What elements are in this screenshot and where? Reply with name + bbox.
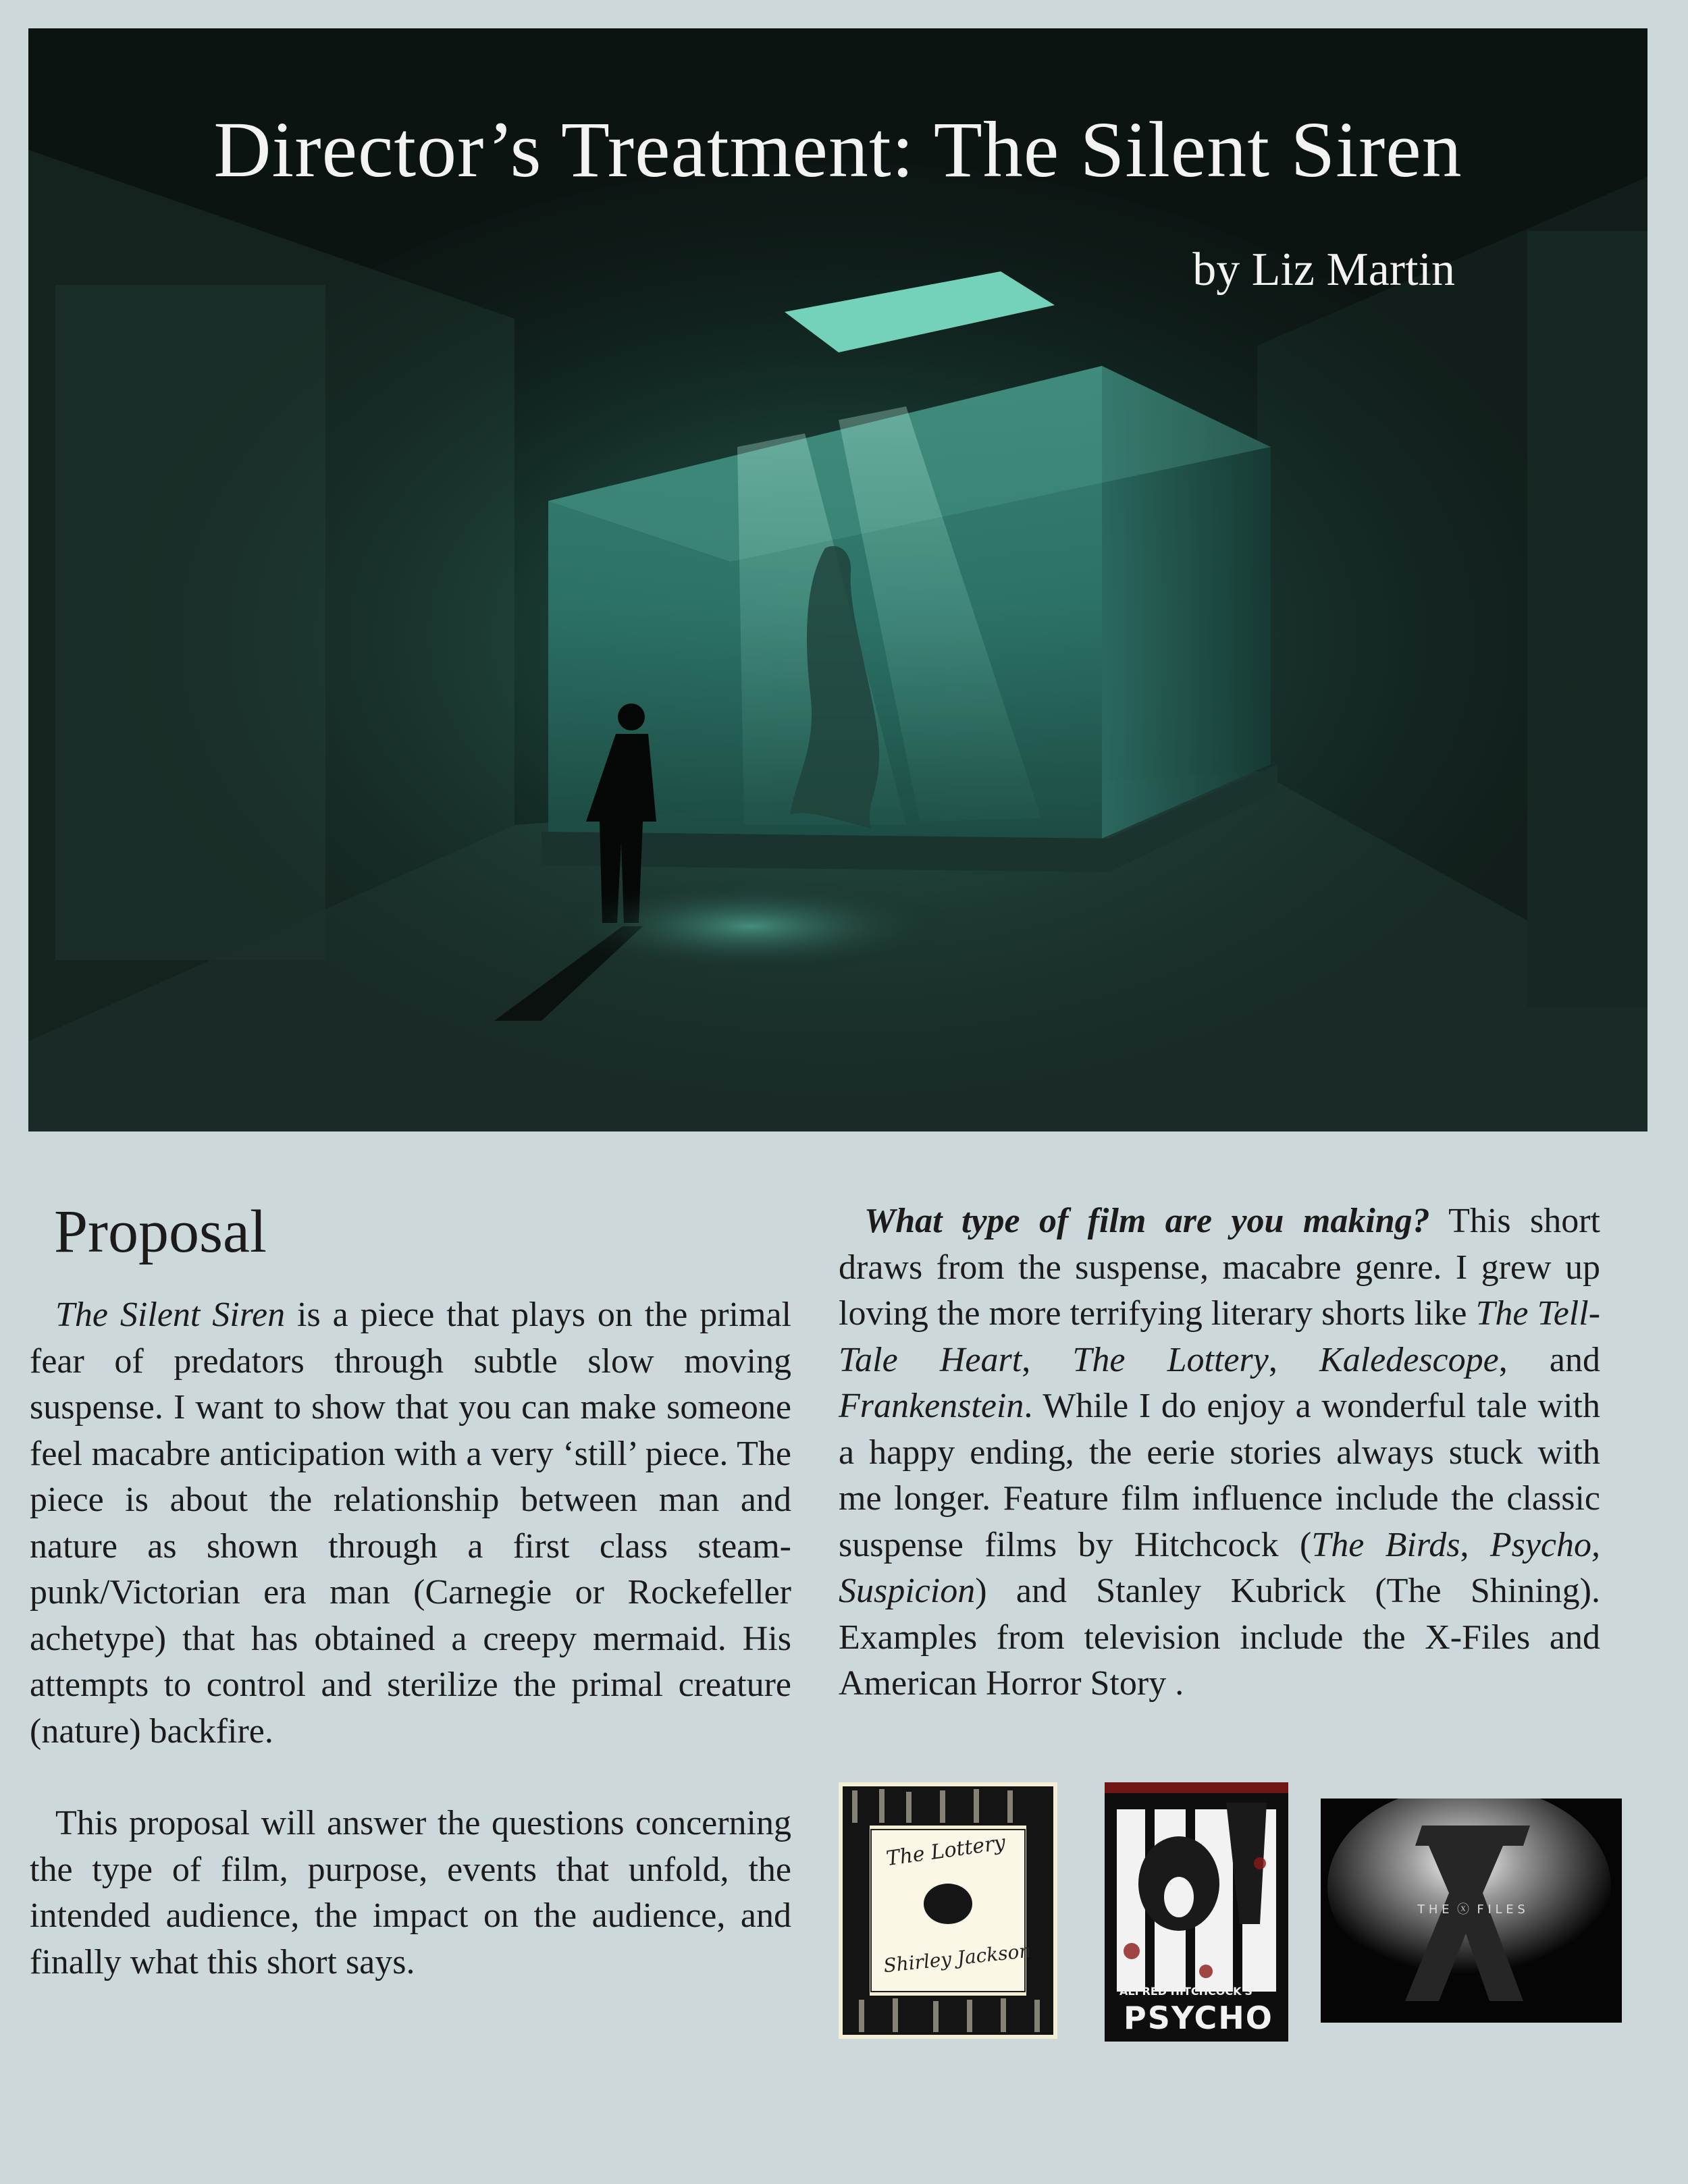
- film-suspicion: Suspicion: [839, 1572, 976, 1610]
- work-the-lottery: The Lottery: [1072, 1340, 1269, 1379]
- work-kaledescope: Kaledescope: [1319, 1340, 1499, 1379]
- lottery-cover-author: Shirley Jackson: [882, 1939, 1032, 1977]
- work-frankenstein: Frankenstein: [839, 1387, 1024, 1425]
- author-byline: by Liz Martin: [1192, 244, 1455, 296]
- lottery-cover-title: The Lottery: [885, 1830, 1007, 1871]
- crowd-silhouettes-art: [839, 1782, 1057, 2039]
- film-type-paragraph: What type of film are you making? This short draws from the suspense, macabre genre. I grew up loving the more terrifying literary shorts like The Tell-Tale Heart, The Lottery, Kaledescope, and Frankenstein. While I do enjoy a wonderful tale with a happy ending, the eerie stories always stuck with me longer. Feature film influence include the classic suspense films by Hitchcock (The Birds, Psycho, Suspicion) and Stanley Kubrick (The Shining). Examples from television include the X-Files and American Horror Story .: [839, 1202, 1601, 1703]
- proposal-column: [30, 1195, 791, 1986]
- film-title-italic: The Silent Siren: [55, 1296, 286, 1334]
- work-tell-tale-heart: The Tell-Tale Heart: [839, 1294, 1601, 1379]
- proposal-heading: Proposal: [54, 1198, 267, 1265]
- film-type-question: What type of film are you making?: [864, 1202, 1430, 1240]
- proposal-paragraph-1: [30, 1292, 791, 1755]
- x-files-title: T H E ⓧ F I L E S: [1417, 1902, 1525, 1917]
- document-title: Director’s Treatment: The Silent Siren: [213, 105, 1462, 194]
- the-lottery-cover: [839, 1782, 1057, 2039]
- proposal-paragraph-1-text: is a piece that plays on the primal fear of predators through subtle slow moving suspense. I want to show that you can make someone feel macabre anticipation with a very ‘still’ piece. The piece is about the relationship between man and nature as shown through a first class steam-punk/Victorian era man (Carnegie or Rockefeller achetype) that has obtained a creepy mermaid. His attempts to control and sterilize the primal creature (nature) backfire.: [30, 1296, 791, 1751]
- psycho-title: PSYCHO: [1124, 2000, 1273, 2036]
- hero-illustration: [28, 28, 1647, 1131]
- film-type-column: [839, 1198, 1600, 1707]
- film-the-birds: The Birds: [1311, 1525, 1460, 1564]
- psycho-credit: ALFRED HITCHCOCK'S: [1119, 1985, 1252, 1998]
- film-psycho: Psycho,: [1489, 1525, 1600, 1564]
- proposal-paragraph-2: This proposal will answer the questions concerning the type of film, purpose, events that unfold, the intended audience, the impact on the audience, and finally what this short says.: [30, 1804, 791, 1981]
- psycho-poster: [1105, 1782, 1288, 2042]
- x-files-poster: [1321, 1799, 1622, 2023]
